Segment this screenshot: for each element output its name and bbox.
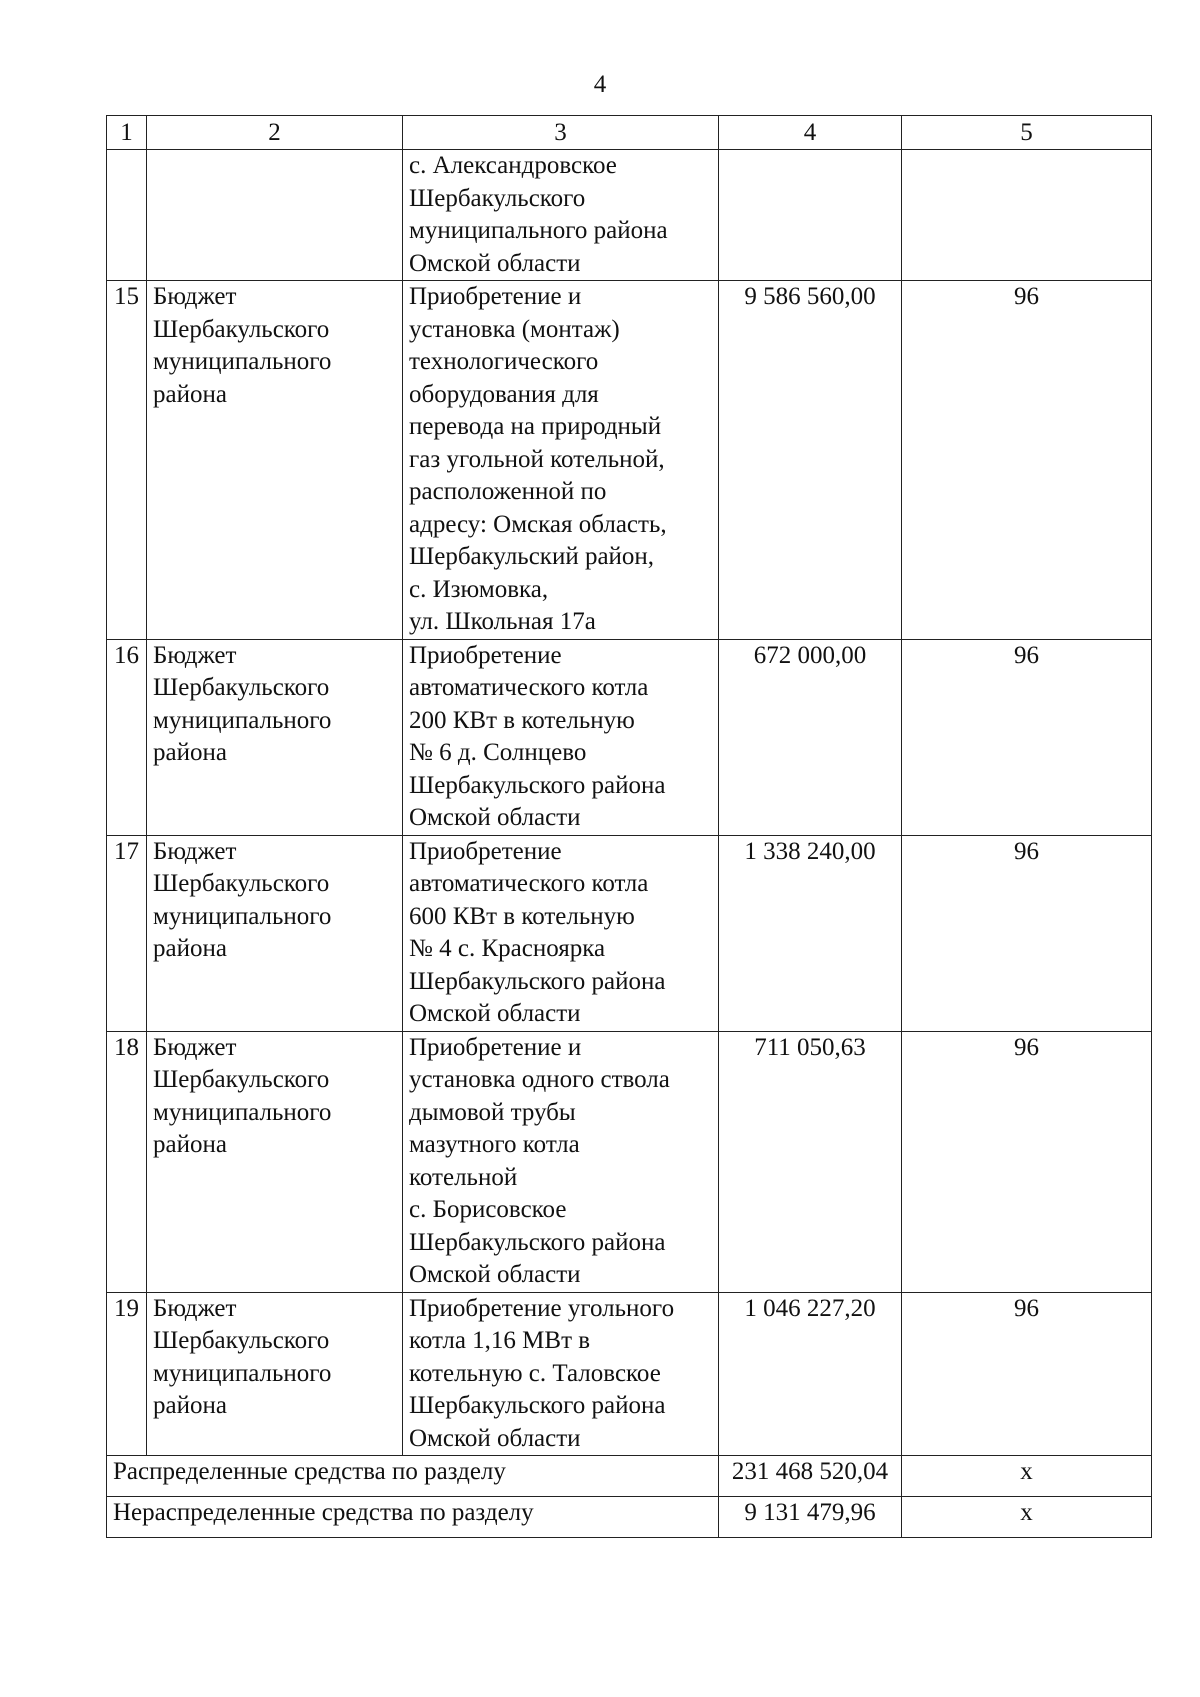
description-line: котельной: [409, 1163, 518, 1191]
description-line: Приобретение и: [409, 283, 582, 310]
amount-cell: [719, 1292, 902, 1456]
funding-source-line: района: [153, 380, 227, 408]
description-line: Приобретение и: [409, 1033, 582, 1061]
summary-amount-cell: [719, 1456, 902, 1497]
description-line: муниципального района: [409, 217, 668, 244]
budget-allocation-table: [106, 115, 1152, 1538]
description-line: с. Борисовское: [409, 1196, 567, 1223]
table-row: [107, 150, 1152, 281]
description-line: Шербакульского района: [409, 771, 666, 799]
funding-source-line: муниципального: [153, 348, 332, 375]
column-number-cell: 1: [107, 116, 147, 150]
row-number-cell: [107, 1292, 147, 1456]
funding-source-line: района: [153, 1392, 227, 1419]
summary-label-cell-text: Распределенные средства по разделу: [113, 1458, 506, 1485]
description-line: Шербакульского района: [409, 1392, 666, 1419]
funding-source-cell: [147, 1031, 403, 1292]
description-line: технологического: [409, 348, 599, 375]
description-line: котла 1,16 МВт в: [409, 1327, 591, 1354]
row-number-cell: [107, 150, 147, 281]
funding-source-line: Шербакульского: [153, 870, 330, 897]
table-row: [107, 835, 1152, 1031]
table-row: [107, 639, 1152, 835]
amount-cell: [719, 639, 902, 835]
description-line: с. Александровское: [409, 152, 617, 179]
summary-label-cell: [107, 1497, 719, 1538]
funding-source-line: Бюджет: [153, 283, 237, 310]
summary-amount-cell-text: 9 131 479,96: [744, 1499, 876, 1526]
description-cell: [403, 1292, 719, 1456]
funding-source-line: муниципального: [153, 1098, 332, 1126]
funding-source-cell: [147, 639, 403, 835]
description-line: № 6 д. Солнцево: [409, 739, 587, 766]
description-line: газ угольной котельной,: [409, 445, 665, 473]
description-line: Приобретение: [409, 641, 562, 669]
code-cell-text: 96: [1014, 641, 1039, 669]
description-line: ул. Школьная 17а: [409, 608, 596, 635]
code-cell-text: 96: [1014, 283, 1039, 310]
row-number-cell-text: 18: [114, 1033, 139, 1061]
funding-source-line: района: [153, 1131, 227, 1158]
description-line: Омской области: [409, 1424, 581, 1452]
description-line: адресу: Омская область,: [409, 510, 667, 538]
column-number-cell: 4: [719, 116, 902, 150]
amount-cell: [719, 281, 902, 640]
funding-source-cell: [147, 1292, 403, 1456]
summary-code-cell: [902, 1456, 1152, 1497]
summary-code-cell-text: х: [1020, 1499, 1033, 1526]
table-row: [107, 281, 1152, 640]
description-cell: [403, 281, 719, 640]
code-cell: [902, 150, 1152, 281]
funding-source-line: района: [153, 739, 227, 766]
description-line: Омской области: [409, 1261, 581, 1288]
description-line: Шербакульского района: [409, 1228, 666, 1256]
funding-source-line: муниципального: [153, 902, 332, 930]
amount-cell-text: 1 046 227,20: [744, 1294, 876, 1322]
funding-source-line: Шербакульского: [153, 1327, 330, 1354]
amount-cell-text: 9 586 560,00: [744, 283, 876, 310]
summary-row: [107, 1497, 1152, 1538]
code-cell-text: 96: [1014, 837, 1039, 865]
table-row: [107, 1031, 1152, 1292]
funding-source-line: Шербакульского: [153, 674, 330, 701]
description-line: 200 КВт в котельную: [409, 706, 635, 734]
row-number-cell: [107, 835, 147, 1031]
table-body: [107, 116, 1152, 1538]
description-line: перевода на природный: [409, 413, 662, 440]
description-line: Омской области: [409, 249, 581, 277]
description-line: Омской области: [409, 804, 581, 831]
description-line: установка одного ствола: [409, 1066, 670, 1093]
funding-source-line: Бюджет: [153, 1033, 237, 1061]
code-cell: [902, 835, 1152, 1031]
summary-amount-cell-text: 231 468 520,04: [731, 1458, 889, 1485]
description-line: дымовой трубы: [409, 1098, 576, 1126]
funding-source-line: Бюджет: [153, 837, 237, 865]
code-cell: [902, 281, 1152, 640]
funding-source-line: Бюджет: [153, 1294, 237, 1322]
description-line: Шербакульского: [409, 184, 586, 212]
column-number-cell: 5: [902, 116, 1152, 150]
description-line: Шербакульского района: [409, 967, 666, 995]
description-line: расположенной по: [409, 478, 607, 505]
funding-source-cell: [147, 150, 403, 281]
amount-cell: [719, 1031, 902, 1292]
description-line: оборудования для: [409, 380, 599, 408]
description-line: автоматического котла: [409, 674, 649, 701]
code-cell: [902, 1031, 1152, 1292]
funding-source-line: муниципального: [153, 706, 332, 734]
column-number-cell: 2: [147, 116, 403, 150]
funding-source-line: Бюджет: [153, 641, 237, 669]
row-number-cell-text: 15: [114, 283, 139, 310]
code-cell: [902, 1292, 1152, 1456]
amount-cell: [719, 835, 902, 1031]
amount-cell-text: 672 000,00: [753, 641, 867, 669]
summary-row: [107, 1456, 1152, 1497]
description-cell: [403, 1031, 719, 1292]
row-number-cell-text: 16: [114, 641, 139, 669]
amount-cell-text: 1 338 240,00: [744, 837, 876, 865]
description-cell: [403, 150, 719, 281]
code-cell-text: 96: [1014, 1294, 1039, 1322]
row-number-cell: [107, 639, 147, 835]
funding-source-line: Шербакульского: [153, 315, 330, 343]
description-cell: [403, 639, 719, 835]
funding-source-line: района: [153, 935, 227, 962]
amount-cell: [719, 150, 902, 281]
funding-source-cell: [147, 281, 403, 640]
description-line: установка (монтаж): [409, 315, 620, 343]
code-cell: [902, 639, 1152, 835]
row-number-cell-text: 19: [114, 1294, 139, 1322]
table-row: [107, 1292, 1152, 1456]
description-line: автоматического котла: [409, 870, 649, 897]
summary-label-cell: [107, 1456, 719, 1497]
description-cell: [403, 835, 719, 1031]
description-line: Шербакульский район,: [409, 543, 655, 570]
code-cell-text: 96: [1014, 1033, 1039, 1061]
summary-label-cell-text: Нераспределенные средства по разделу: [113, 1499, 534, 1526]
funding-source-cell: [147, 835, 403, 1031]
description-line: котельную с. Таловское: [409, 1359, 661, 1387]
description-line: с. Изюмовка,: [409, 575, 549, 603]
column-number-row: [107, 116, 1152, 150]
description-line: № 4 с. Красноярка: [409, 935, 606, 962]
description-line: Приобретение угольного: [409, 1294, 675, 1322]
description-line: мазутного котла: [409, 1131, 580, 1158]
description-line: Омской области: [409, 1000, 581, 1027]
summary-amount-cell: [719, 1497, 902, 1538]
column-number-cell: 3: [403, 116, 719, 150]
description-line: 600 КВт в котельную: [409, 902, 635, 930]
summary-code-cell-text: х: [1020, 1458, 1033, 1485]
page-number: 4: [593, 71, 607, 98]
funding-source-line: Шербакульского: [153, 1066, 330, 1093]
funding-source-line: муниципального: [153, 1359, 332, 1387]
description-line: Приобретение: [409, 837, 562, 865]
summary-code-cell: [902, 1497, 1152, 1538]
row-number-cell-text: 17: [114, 837, 139, 865]
amount-cell-text: 711 050,63: [754, 1033, 866, 1061]
row-number-cell: [107, 1031, 147, 1292]
row-number-cell: [107, 281, 147, 640]
